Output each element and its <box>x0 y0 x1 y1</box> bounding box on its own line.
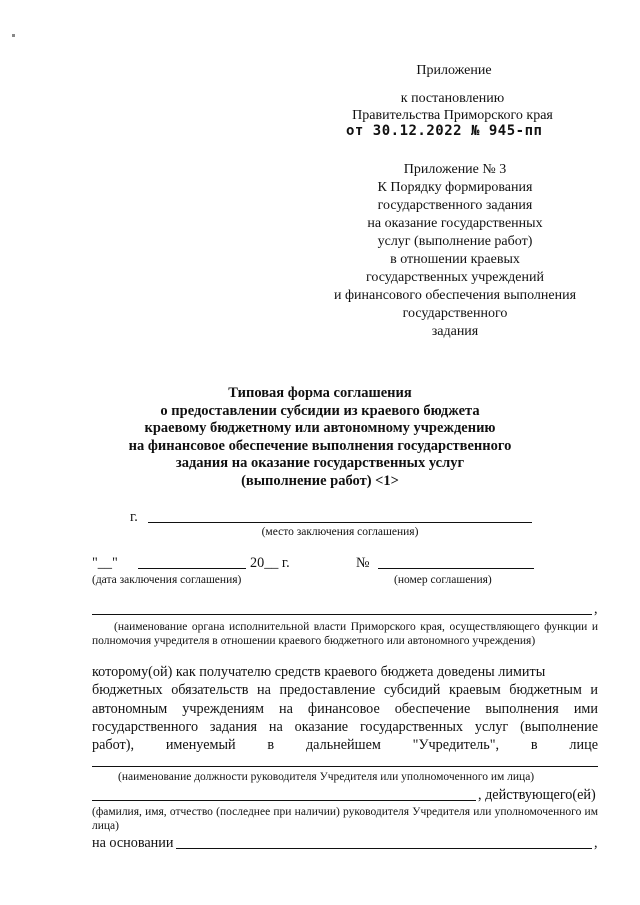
founder-comma: , <box>594 601 598 617</box>
appendix-3-block <box>305 161 605 341</box>
founder-paragraph-line: работ), именуемый в дальнейшем "Учредитель", в лице <box>92 737 598 754</box>
acting-text: , действующего(ей) <box>478 787 596 803</box>
appendix-3-line: Приложение № 3 <box>403 162 507 177</box>
title-line: о предоставлении субсидии из краевого бюджета <box>160 402 480 419</box>
founder-paragraph-line: государственного задания на оказание государственных услуг (выполнение <box>92 718 598 735</box>
decree-reference: от 30.12.2022 № 945-пп <box>346 123 543 139</box>
decree-line-2: Правительства Приморского края <box>352 108 553 123</box>
appendix-3-line: и финансового обеспечения выполнения <box>333 288 577 303</box>
decree-line-1: к постановлению <box>400 91 505 106</box>
founder-paragraph-line: бюджетных обязательств на предоставление субсидий краевым бюджетным и <box>92 682 598 699</box>
year-text: 20__ г. <box>250 555 290 571</box>
title-line: Типовая форма соглашения <box>228 385 412 401</box>
founder-paragraph-line: автономным учреждениям на финансовое обеспечение выполнения ими <box>92 700 598 717</box>
head-name-line <box>92 800 476 801</box>
appendix-3-line: в отношении краевых <box>390 252 520 267</box>
number-caption: (номер соглашения) <box>394 574 492 586</box>
number-sign: № <box>356 555 370 571</box>
founder-paragraph <box>92 663 598 754</box>
head-position-caption: (наименование должности руководителя Учредителя или уполномоченного им лица) <box>118 771 535 783</box>
date-caption: (дата заключения соглашения) <box>92 574 242 586</box>
basis-line <box>176 848 592 849</box>
number-line <box>378 568 534 569</box>
appendix-3-line: государственного задания <box>377 198 533 213</box>
basis-comma: , <box>594 835 598 851</box>
date-quote: "__" <box>92 555 118 571</box>
corner-mark <box>12 34 15 37</box>
founder-line <box>92 614 592 615</box>
place-caption: (место заключения соглашения) <box>261 526 419 538</box>
founder-paragraph-line: которому(ой) как получателю средств краевого бюджета доведены лимиты <box>92 664 546 680</box>
title-line: краевому бюджетному или автономному учреждению <box>144 420 496 436</box>
head-position-line <box>92 766 598 767</box>
appendix-3-line: услуг (выполнение работ) <box>377 234 533 249</box>
appendix-label: Приложение <box>416 63 492 78</box>
head-name-caption: (фамилия, имя, отчество (последнее при наличии) руководителя Учредителя или уполномоченного им лица) <box>92 806 598 832</box>
basis-label: на основании <box>92 835 174 851</box>
appendix-3-line: государственного <box>402 306 508 321</box>
date-month-line <box>138 568 246 569</box>
title-line: задания на оказание государственных услуг <box>175 455 465 471</box>
place-prefix: г. <box>130 509 138 525</box>
title-line: на финансовое обеспечение выполнения государственного <box>128 437 512 454</box>
appendix-3-line: на оказание государственных <box>367 216 543 231</box>
founder-caption: (наименование органа исполнительной власти Приморского края, осуществляющего функции и полномочия учредителя в отношении краевого бюджетного или автономного учреждения) <box>92 621 598 647</box>
appendix-3-line: государственных учреждений <box>366 270 544 285</box>
form-title <box>80 385 560 490</box>
place-line <box>148 522 532 523</box>
title-line: (выполнение работ) <1> <box>241 472 399 489</box>
appendix-3-line: К Порядку формирования <box>377 180 533 195</box>
appendix-3-line: задания <box>431 324 479 339</box>
